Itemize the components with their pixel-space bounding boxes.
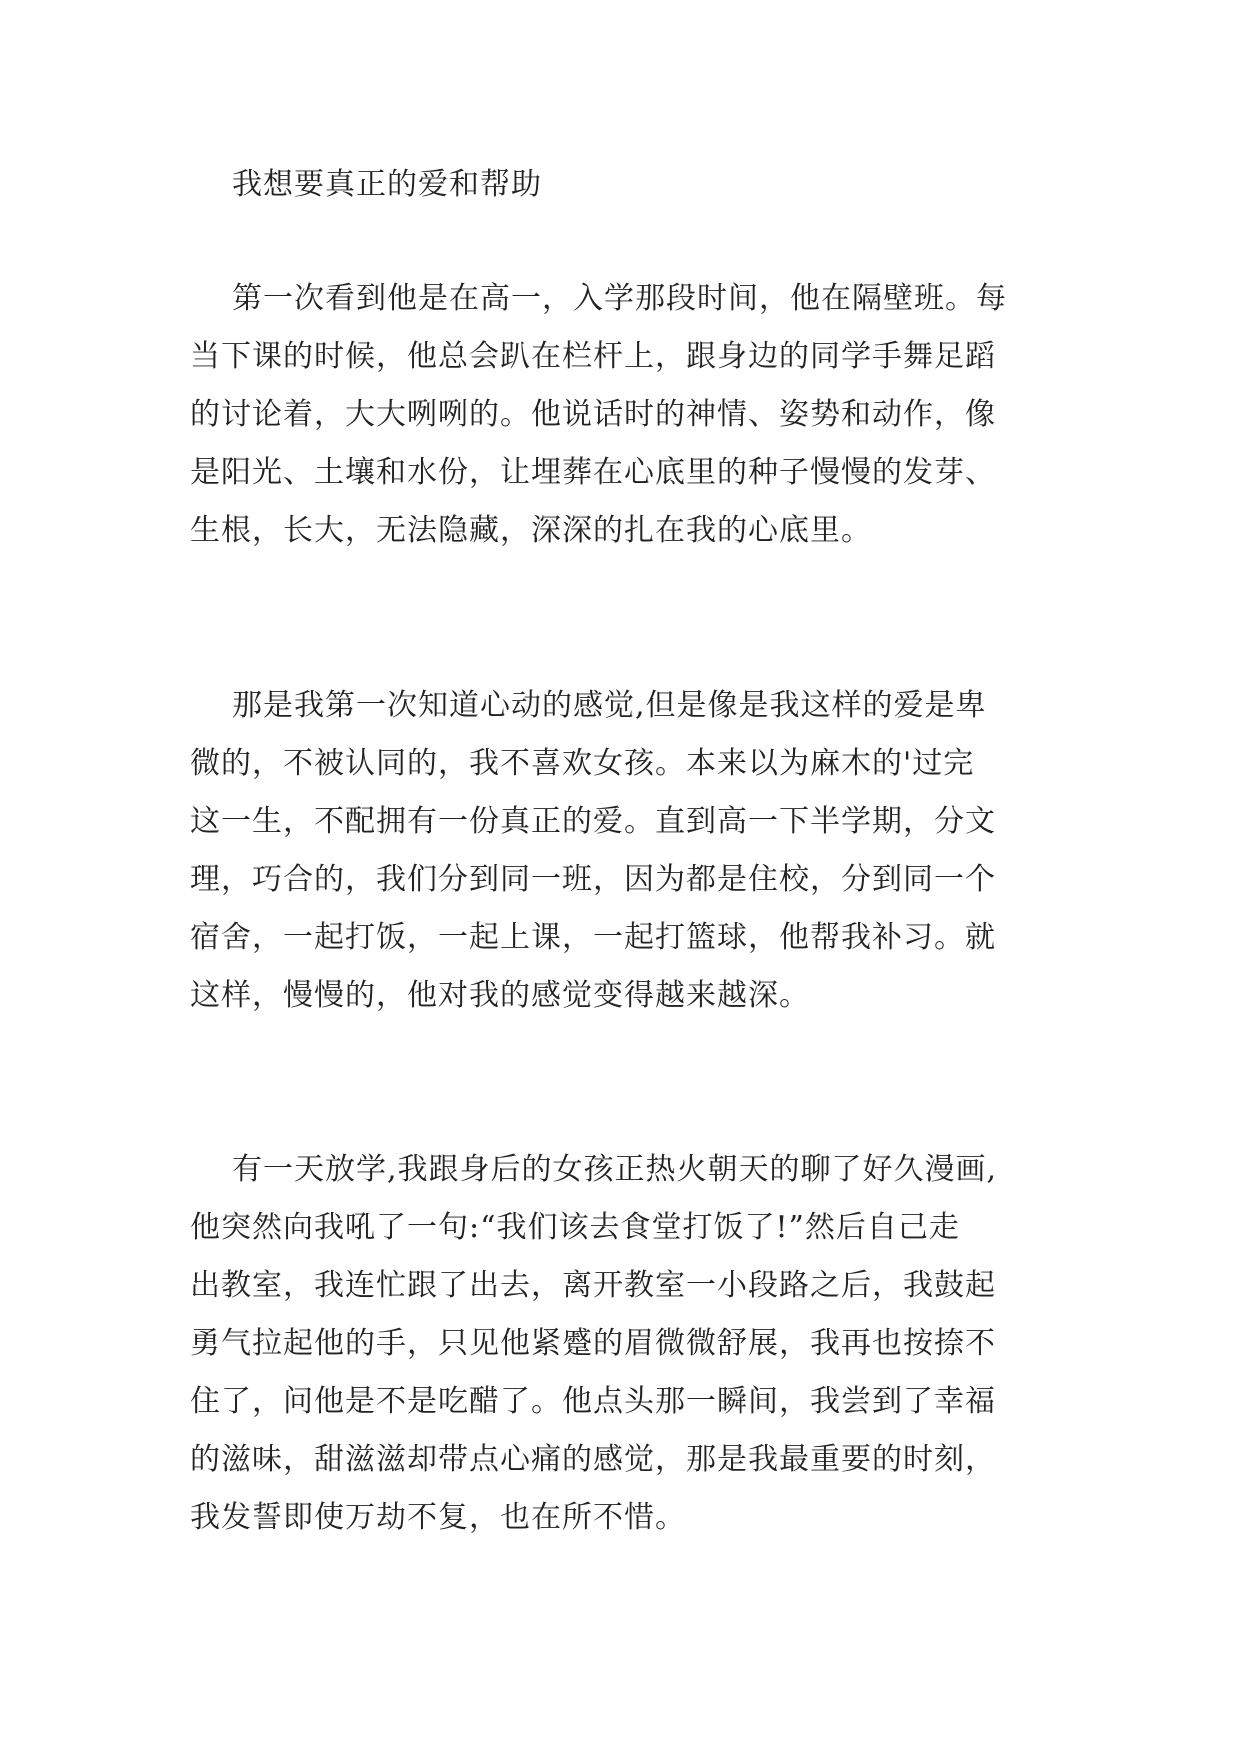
- paragraph-line: 的滋味，甜滋滋却带点心痛的感觉，那是我最重要的时刻，: [190, 1442, 996, 1477]
- paragraph-line: 他突然向我吼了一句:“我们该去食堂打饭了!”然后自己走: [190, 1210, 960, 1245]
- paragraph-line: 我发誓即使万劫不复，也在所不惜。: [190, 1500, 686, 1535]
- paragraph-line: 当下课的时候，他总会趴在栏杆上，跟身边的同学手舞足蹈: [190, 339, 996, 374]
- paragraph-line: 这一生，不配拥有一份真正的爱。直到高一下半学期，分文: [190, 804, 996, 839]
- paragraph-line: 第一次看到他是在高一，入学那段时间，他在隔壁班。每: [232, 281, 1007, 316]
- paragraph-2: [190, 677, 1062, 1025]
- paragraph-line: 是阳光、土壤和水份，让埋葬在心底里的种子慢慢的发芽、: [190, 455, 996, 490]
- paragraph-line: 微的，不被认同的，我不喜欢女孩。本来以为麻木的'过完: [190, 746, 975, 781]
- document-title: 我想要真正的爱和帮助: [232, 167, 542, 202]
- paragraph-line: 那是我第一次知道心动的感觉,但是像是我这样的爱是卑: [232, 688, 987, 723]
- paragraph-line: 勇气拉起他的手，只见他紧蹙的眉微微舒展，我再也按捺不: [190, 1326, 996, 1361]
- paragraph-line: 生根，长大，无法隐藏，深深的扎在我的心底里。: [190, 513, 872, 548]
- paragraph-line: 理，巧合的，我们分到同一班，因为都是住校，分到同一个: [190, 862, 996, 897]
- paragraph-line: 这样，慢慢的，他对我的感觉变得越来越深。: [190, 978, 810, 1013]
- paragraph-line: 出教室，我连忙跟了出去，离开教室一小段路之后，我鼓起: [190, 1268, 996, 1303]
- paragraph-3: [190, 1141, 1062, 1547]
- paragraph-line: 的讨论着，大大咧咧的。他说话时的神情、姿势和动作，像: [190, 397, 996, 432]
- paragraph-line: 有一天放学,我跟身后的女孩正热火朝天的聊了好久漫画,: [232, 1152, 998, 1187]
- paragraph-line: 住了，问他是不是吃醋了。他点头那一瞬间，我尝到了幸福: [190, 1384, 996, 1419]
- paragraph-1: [190, 270, 1062, 560]
- paragraph-line: 宿舍，一起打饭，一起上课，一起打篮球，他帮我补习。就: [190, 920, 996, 955]
